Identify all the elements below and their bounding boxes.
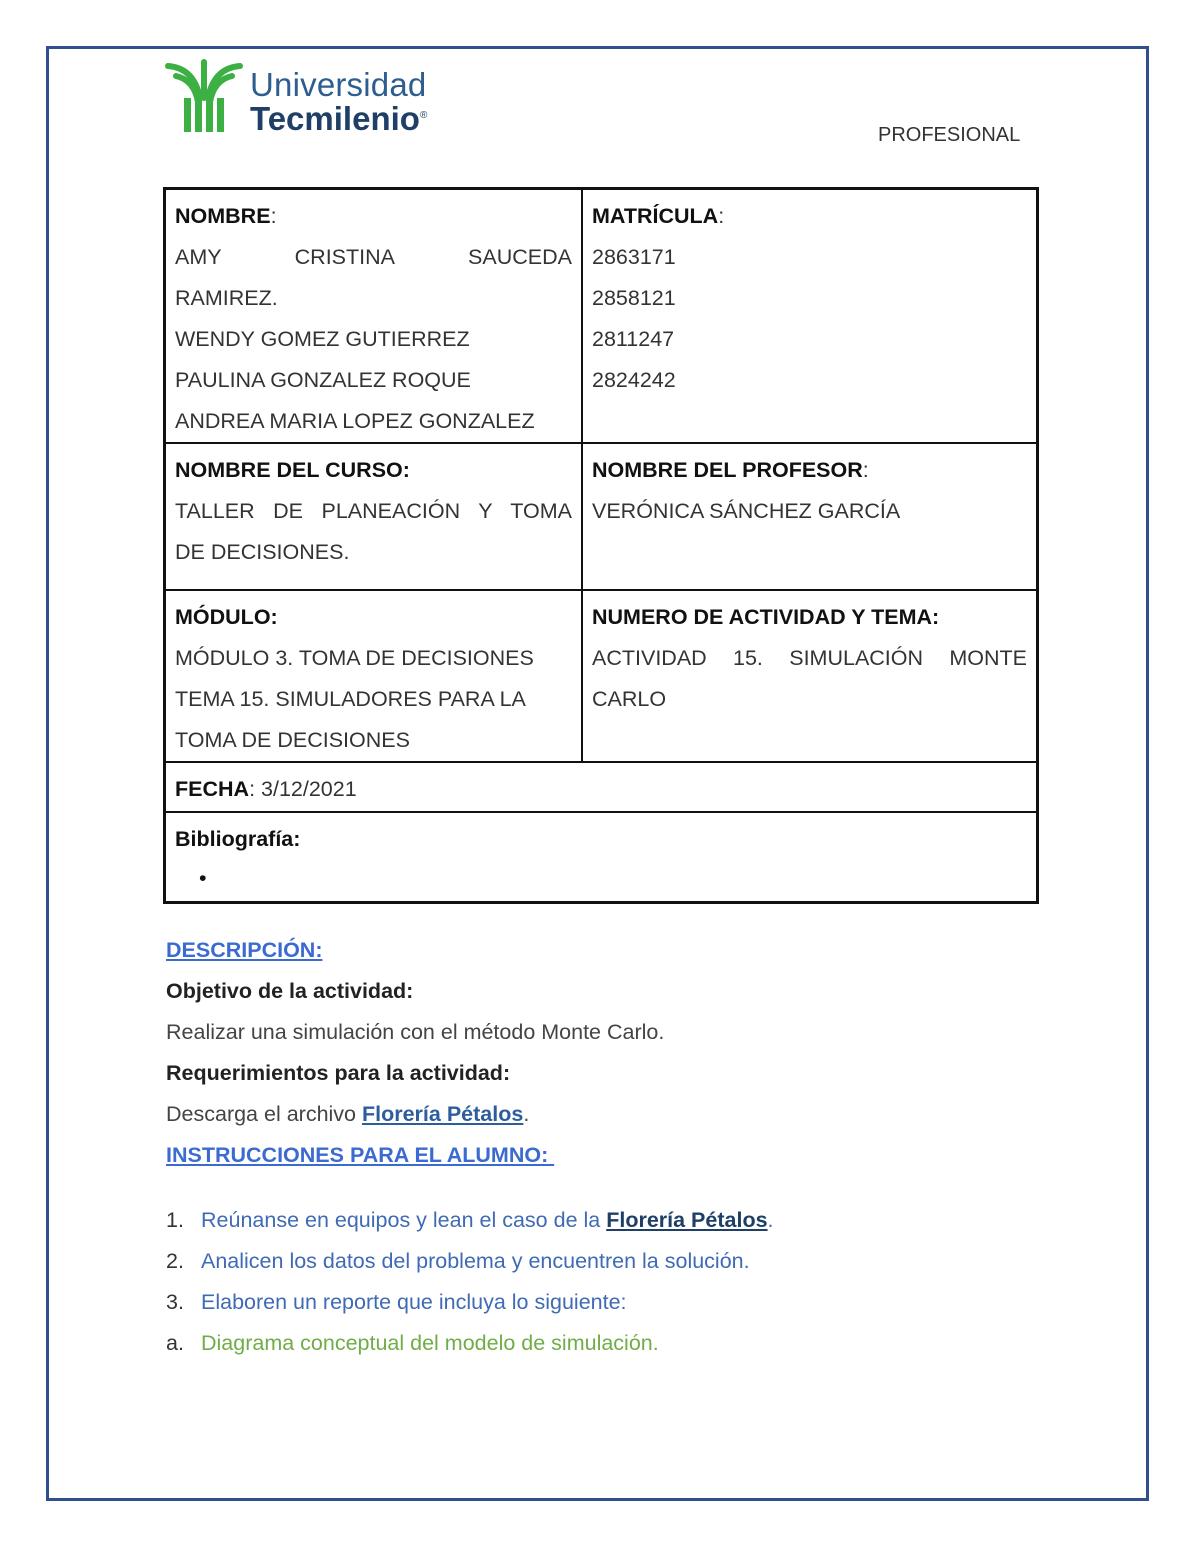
matricula-1: 2863171 (592, 245, 676, 269)
actividad-label: NUMERO DE ACTIVIDAD Y TEMA: (592, 605, 940, 629)
actividad-cell (582, 590, 1038, 762)
registered-mark: ® (419, 110, 428, 121)
objetivo-label: Objetivo de la actividad: (166, 979, 414, 1003)
matricula-label: MATRÍCULA (592, 204, 719, 228)
fecha-label: FECHA (175, 777, 250, 801)
instructions-list (166, 1200, 1046, 1364)
modulo-cell (165, 590, 583, 762)
bibliografia-bullet: • (199, 866, 207, 890)
actividad-value-line2: CARLO (592, 687, 667, 711)
nombre-cell: NOMBRE: AMY CRISTINA SAUCEDA RAMIREZ. WENDY GOMEZ GUTIERREZ PAULINA GONZALEZ ROQUE ANDREA MARIA LOPEZ GONZALEZ (165, 189, 583, 444)
list-item: a. Diagrama conceptual del modelo de simulación. (166, 1331, 659, 1355)
floreria-petalos-link[interactable]: Florería Pétalos (361, 1102, 524, 1126)
nombre-label: NOMBRE (175, 204, 271, 228)
description-section (166, 930, 1046, 1176)
profesor-label: NOMBRE DEL PROFESOR (592, 458, 863, 482)
description-title: DESCRIPCIÓN: (166, 938, 323, 962)
profesor-value: VERÓNICA SÁNCHEZ GARCÍA (592, 499, 901, 523)
modulo-value-line3: TOMA DE DECISIONES (175, 728, 410, 752)
descarga-line: Descarga el archivo Florería Pétalos. (166, 1102, 530, 1126)
matricula-cell: MATRÍCULA: 2863171 2858121 2811247 2824242 (582, 189, 1038, 444)
actividad-value-line1: ACTIVIDAD 15. SIMULACIÓN MONTE (592, 646, 1027, 670)
student-info-table (163, 187, 1039, 904)
curso-label: NOMBRE DEL CURSO: (175, 458, 410, 482)
modulo-label: MÓDULO: (175, 605, 278, 629)
requerimientos-label: Requerimientos para la actividad: (166, 1061, 511, 1085)
logo-text-tecmilenio: Tecmilenio® (250, 100, 428, 137)
matricula-2: 2858121 (592, 286, 676, 310)
matricula-4: 2824242 (592, 368, 676, 392)
floreria-petalos-case-link[interactable]: Florería Pétalos (606, 1208, 768, 1232)
fecha-value: : 3/12/2021 (249, 777, 357, 801)
list-item: 2. Analicen los datos del problema y encuentren la solución. (166, 1249, 750, 1273)
logo-text-universidad: Universidad (250, 66, 427, 103)
list-item: 1. Reúnanse en equipos y lean el caso de la Florería Pétalos. (166, 1208, 774, 1232)
curso-value-line2: DE DECISIONES. (175, 540, 350, 564)
curso-value-line1: TALLER DE PLANEACIÓN Y TOMA (175, 499, 572, 523)
level-label: PROFESIONAL (878, 124, 1021, 146)
university-logo (164, 58, 454, 138)
student-name-wendy: WENDY GOMEZ GUTIERREZ (175, 327, 470, 351)
bibliografia-cell (165, 812, 1038, 903)
matricula-3: 2811247 (592, 327, 675, 351)
curso-cell (165, 443, 583, 590)
student-name-amy-line2: RAMIREZ. (175, 286, 278, 310)
instrucciones-title: INSTRUCCIONES PARA EL ALUMNO: (166, 1143, 555, 1167)
student-name-amy-line1: AMY CRISTINA SAUCEDA (175, 245, 572, 269)
student-name-andrea: ANDREA MARIA LOPEZ GONZALEZ (175, 409, 535, 433)
modulo-value-line2: TEMA 15. SIMULADORES PARA LA (175, 687, 526, 711)
fecha-cell (165, 762, 1038, 812)
modulo-value-line1: MÓDULO 3. TOMA DE DECISIONES (175, 646, 534, 670)
tecmilenio-leaf-icon (164, 58, 244, 138)
objetivo-text: Realizar una simulación con el método Monte Carlo. (166, 1020, 665, 1044)
profesor-cell: NOMBRE DEL PROFESOR: VERÓNICA SÁNCHEZ GARCÍA (582, 443, 1038, 590)
list-item: 3. Elaboren un reporte que incluya lo siguiente: (166, 1290, 627, 1314)
student-name-paulina: PAULINA GONZALEZ ROQUE (175, 368, 471, 392)
bibliografia-label: Bibliografía: (175, 827, 301, 851)
